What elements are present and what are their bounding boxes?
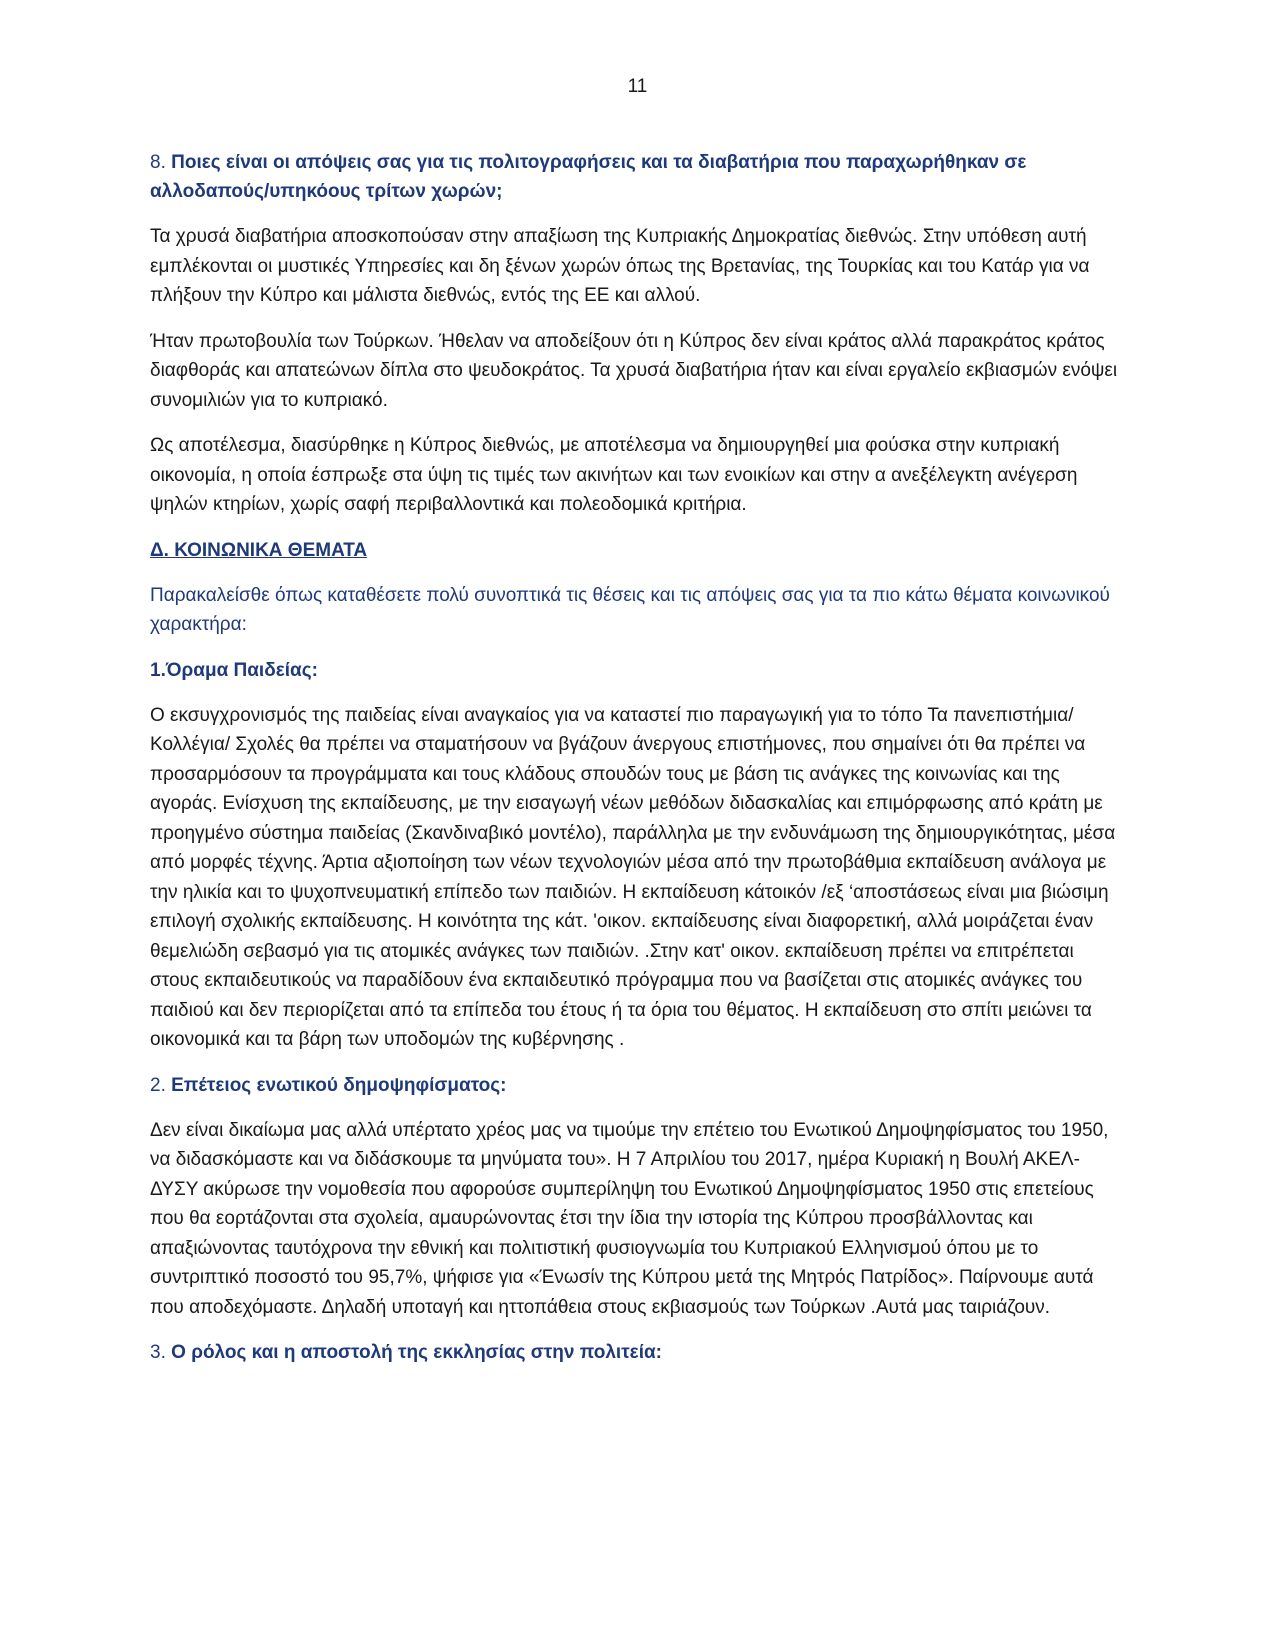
question-8-heading (150, 148, 1125, 206)
page-content (150, 148, 1125, 1383)
topic-3-heading (150, 1338, 1125, 1367)
answer-8-paragraph-1: Τα χρυσά διαβατήρια αποσκοπούσαν στην απαξίωση της Κυπριακής Δημοκρατίας διεθνώς. Στην υπόθεση αυτή εμπλέκονται οι μυστικές Υπηρεσίες και δη ξένων χωρών όπως της Βρετανίας, της Τουρκίας και του Κατάρ για να πλήξουν την Κύπρο και μάλιστα διεθνώς, εντός της ΕΕ και αλλού. (150, 226, 1090, 306)
topic-2-title: Επέτειος ενωτικού δημοψηφίσματος: (165, 1074, 507, 1096)
topic-1-body: Ο εκσυγχρονισμός της παιδείας είναι αναγκαίος για να καταστεί πιο παραγωγική για το τόπο Τα πανεπιστήμια/Κολλέγια/ Σχολές θα πρέπει να σταματήσουν να βγάζουν άνεργους επιστήμονες, που σημαίνει ότι θα πρέπει να προσαρμόσουν τα προγράμματα και τους κλάδους σπουδών τους με βάση τις ανάγκες της κοινωνίας και της αγοράς. Ενίσχυση της εκπαίδευσης, με την εισαγωγή νέων μεθόδων διδασκαλίας και επιμόρφωσης από κράτη με προηγμένο σύστημα παιδείας (Σκανδιναβικό μοντέλο), παράλληλα με την ενδυνάμωση της δημιουργικότητας, μέσα από μορφές τέχνης. Άρτια αξιοποίηση των νέων τεχνολογιών μέσα από την πρωτοβάθμια εκπαίδευση ανάλογα με την ηλικία και το ψυχοπνευματική επίπεδο των παιδιών. Η εκπαίδευση κάτοικόν /εξ ‘αποστάσεως είναι μια βιώσιμη επιλογή σχολικής εκπαίδευσης. Η κοινότητα της κάτ. 'οικον. εκπαίδευσης είναι διαφορετική, αλλά μοιράζεται έναν θεμελιώδη σεβασμό για τις ατομικές ανάγκες των παιδιών. .Στην κατ' οικον. εκπαίδευση πρέπει να επιτρέπεται στους εκπαιδευτικούς να παραδίδουν ένα εκπαιδευτικό πρόγραμμα που να βασίζεται στις ατομικές ανάγκες του παιδιού και δεν περιορίζεται από τα επίπεδα του έτους ή τα όρια του θέματος. Η εκπαίδευση στο σπίτι μειώνει τα οικονομικά και τα βάρη των υποδομών της κυβέρνησης . (150, 704, 1116, 1050)
answer-8-paragraph-2: Ήταν πρωτοβουλία των Τούρκων. Ήθελαν να αποδείξουν ότι η Κύπρος δεν είναι κράτος αλλά παρακράτος κράτος διαφθοράς και απατεώνων δίπλα στο ψευδοκράτος. Τα χρυσά διαβατήρια ήταν και είναι εργαλείο εκβιασμών ενόψει συνομιλιών για το κυπριακό. (150, 330, 1118, 411)
section-d-title: Δ. ΚΟΙΝΩΝΙΚΑ ΘΕΜΑΤΑ (150, 539, 368, 561)
question-8-number: 8. (150, 152, 166, 173)
topic-3-title: Ο ρόλος και η αποστολή της εκκλησίας στην πολιτεία: (165, 1342, 662, 1363)
section-d-intro: Παρακαλείσθε όπως καταθέσετε πολύ συνοπτικά τις θέσεις και τις απόψεις σας για τα πιο κάτω θέματα κοινωνικού χαρακτήρα: (150, 584, 1110, 635)
topic-2-number: 2. (150, 1074, 166, 1096)
question-8-text: Ποιες είναι οι απόψεις σας για τις πολιτογραφήσεις και τα διαβατήρια που παραχωρήθηκαν σε αλλοδαπούς/υπηκόους τρίτων χωρών; (150, 152, 1027, 202)
topic-2-heading (150, 1071, 1125, 1100)
topic-3-number: 3. (150, 1342, 166, 1363)
topic-2-body: Δεν είναι δικαίωμα μας αλλά υπέρτατο χρέος μας να τιμούμε την επέτειο του Ενωτικού Δημοψηφίσματος του 1950, να διδασκόμαστε και να διδάσκουμε τα μηνύματα του». Η 7 Απριλίου του 2017, ημέρα Κυριακή η Βουλή ΑΚΕΛ-ΔΥΣΥ ακύρωσε την νομοθεσία που αφορούσε συμπερίληψη του Ενωτικού Δημοψηφίσματος 1950 στις επετείους που θα εορτάζονται στα σχολεία, αμαυρώνοντας έτσι την ίδια την ιστορία της Κύπρου προσβάλλοντας και απαξιώνοντας ταυτόχρονα την εθνική και πολιτιστική φυσιογνωμία του Κυπριακού Ελληνισμού όπου με το συντριπτικό ποσοστό του 95,7%, ψήφισε για «Ένωσίν της Κύπρου μετά της Μητρός Πατρίδος». Παίρνουμε αυτά που αποδεχόμαστε. Δηλαδή υποταγή και ηττοπάθεια στους εκβιασμούς των Τούρκων .Αυτά μας ταιριάζουν. (150, 1119, 1109, 1318)
page-number: 11 (627, 76, 648, 97)
topic-1-heading: 1.Όραμα Παιδείας: (150, 659, 318, 681)
answer-8-paragraph-3: Ως αποτέλεσμα, διασύρθηκε η Κύπρος διεθνώς, με αποτέλεσμα να δημιουργηθεί μια φούσκα στην κυπριακή οικονομία, η οποία έσπρωξε στα ύψη τις τιμές των ακινήτων και των ενοικίων και στην α ανεξέλεγκτη ανέγερση ψηλών κτηρίων, χωρίς σαφή περιβαλλοντικά και πολεοδομικά κριτήρια. (150, 435, 1078, 515)
